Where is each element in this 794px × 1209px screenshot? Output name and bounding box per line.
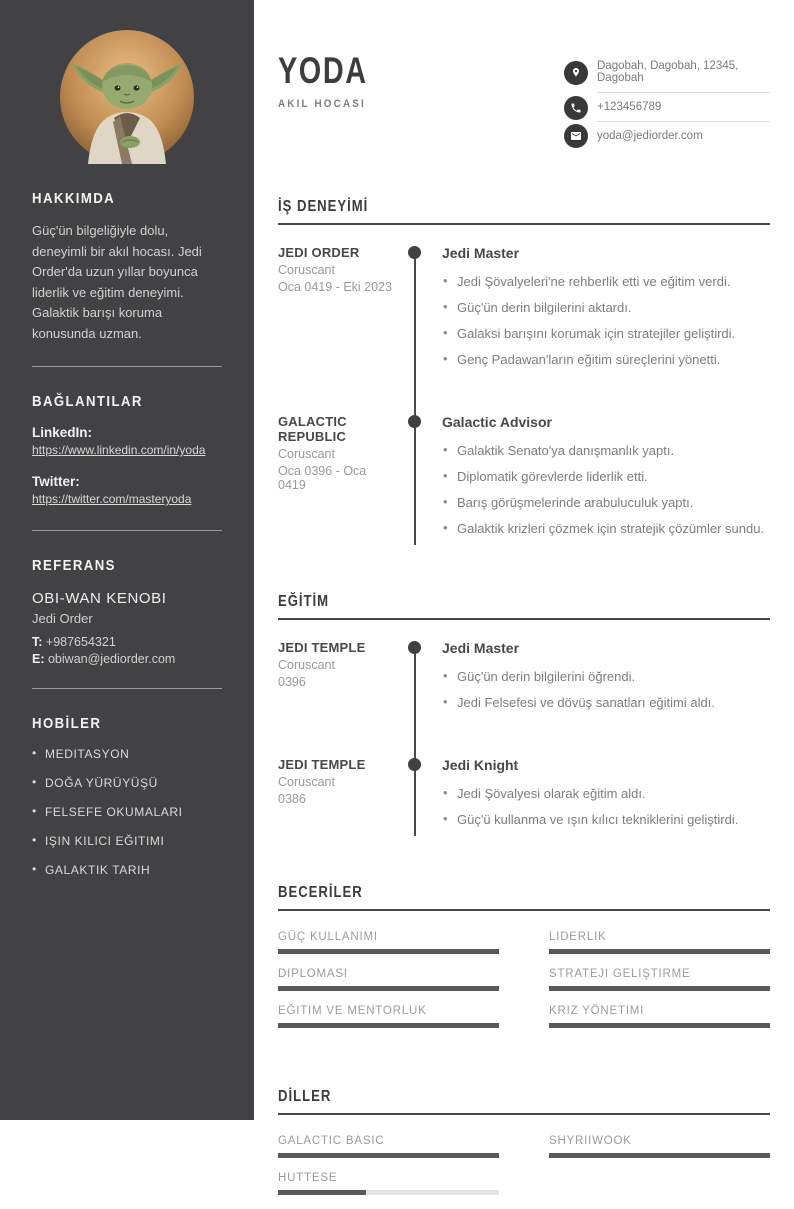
entry-bullet-list — [442, 669, 770, 710]
languages-section — [278, 1088, 770, 1209]
entry-org: JEDI TEMPLE — [278, 640, 366, 655]
bar-track — [278, 1190, 499, 1195]
location-pin-icon — [564, 61, 588, 85]
entry-bullet-list — [442, 443, 770, 536]
entry-body — [442, 414, 770, 547]
bullet-item: • Güç'ün derin bilgilerini öğrendi. — [442, 669, 770, 684]
bar-label: SHYRIIWOOK — [549, 1135, 632, 1147]
entry-org: GALACTIC REPUBLIC — [278, 414, 347, 444]
entry-meta — [278, 640, 400, 721]
bar-fill — [278, 949, 499, 954]
entry-body — [442, 757, 770, 838]
entry-location: Coruscant — [278, 658, 335, 672]
bar-item — [278, 931, 499, 954]
bar-track — [278, 986, 499, 991]
email-value: obiwan@jediorder.com — [47, 652, 176, 667]
contact-email-row — [564, 122, 770, 150]
person-name: YODA — [278, 50, 368, 91]
education-section — [278, 593, 770, 838]
bar-item — [549, 1135, 770, 1158]
bar-fill — [549, 986, 770, 991]
bar-track — [278, 1153, 499, 1158]
experience-heading: İŞ DENEYİMİ — [278, 198, 369, 215]
section-rule — [278, 223, 770, 225]
bar-fill — [549, 1153, 770, 1158]
sidebar-divider — [32, 688, 222, 689]
bar-item — [549, 931, 770, 954]
entry-body — [442, 245, 770, 378]
bar-label: HUTTESE — [278, 1172, 338, 1184]
bar-fill — [278, 1153, 499, 1158]
entry-dates: 0386 — [278, 792, 306, 806]
section-rule — [278, 618, 770, 620]
hobby-item: • FELSEFE OKUMALARI — [32, 805, 222, 819]
bar-label: GALACTIC BASIC — [278, 1135, 385, 1147]
education-entries — [278, 640, 770, 838]
bar-label: GÜÇ KULLANIMI — [278, 931, 378, 943]
entry-role: Jedi Master — [442, 640, 520, 656]
entry-meta — [278, 757, 400, 838]
contact-email: yoda@jediorder.com — [597, 130, 703, 142]
bullet-item: • Jedi Şövalyesi olarak eğitim aldı. — [442, 786, 770, 801]
sidebar-divider — [32, 366, 222, 367]
main-content — [254, 0, 794, 1184]
social-link-url[interactable]: https://www.linkedin.com/in/yoda — [32, 443, 206, 458]
social-link — [32, 474, 222, 508]
entry-org: JEDI ORDER — [278, 245, 360, 260]
reference-heading: REFERANS — [32, 557, 116, 575]
profile-photo — [60, 30, 194, 164]
skills-grid — [278, 931, 770, 1042]
entry-bullet-list — [442, 786, 770, 827]
bar-label: STRATEJI GELIŞTIRME — [549, 968, 691, 980]
bar-item — [278, 1005, 499, 1028]
entry-dates: Oca 0396 - Oca 0419 — [278, 464, 367, 492]
links-heading: BAĞLANTILAR — [32, 393, 143, 411]
bullet-item: • Galaktik Senato'ya danışmanlık yaptı. — [442, 443, 770, 458]
social-link-label: LinkedIn: — [32, 425, 92, 441]
bullet-item: • Güç'ü kullanma ve ışın kılıcı tekniklerini geliştirdi. — [442, 812, 770, 827]
timeline-entry — [278, 640, 770, 721]
skills-heading: BECERİLER — [278, 884, 363, 901]
entry-role: Jedi Knight — [442, 757, 519, 773]
hobby-item: • GALAKTIK TARIH — [32, 863, 222, 877]
entry-role: Jedi Master — [442, 245, 520, 261]
entry-bullet-list — [442, 274, 770, 367]
email-label: E: — [32, 652, 45, 667]
bar-label: LIDERLIK — [549, 931, 607, 943]
bullet-item: • Galaksi barışını korumak için stratejiler geliştirdi. — [442, 326, 770, 341]
bar-fill — [549, 949, 770, 954]
links-section — [32, 393, 222, 508]
bar-item — [278, 1135, 499, 1158]
bar-label: EĞITIM VE MENTORLUK — [278, 1005, 427, 1017]
languages-heading: DİLLER — [278, 1088, 332, 1105]
bar-item — [549, 968, 770, 991]
bullet-item: • Jedi Şövalyeleri'ne rehberlik etti ve eğitim verdi. — [442, 274, 770, 289]
bullet-item: • Güç'ün derin bilgilerini aktardı. — [442, 300, 770, 315]
contact-phone: +123456789 — [597, 93, 770, 122]
section-rule — [278, 1113, 770, 1115]
bar-fill — [278, 1023, 499, 1028]
reference-phone — [32, 635, 222, 649]
reference-name: OBI-WAN KENOBI — [32, 590, 167, 608]
bar-track — [549, 1153, 770, 1158]
bullet-item: • Jedi Felsefesi ve dövüş sanatları eğitimi aldı. — [442, 695, 770, 710]
reference-email — [32, 652, 222, 666]
entry-body — [442, 640, 770, 721]
bar-fill — [278, 986, 499, 991]
bullet-item: • Genç Padawan'ların eğitim süreçlerini yönetti. — [442, 352, 770, 367]
entry-location: Coruscant — [278, 447, 335, 461]
phone-label: T: — [32, 635, 43, 650]
contact-block — [564, 52, 770, 150]
bullet-item: • Diplomatik görevlerde liderlik etti. — [442, 469, 770, 484]
entry-location: Coruscant — [278, 775, 335, 789]
person-title: AKIL HOCASI — [278, 98, 366, 110]
social-link-url[interactable]: https://twitter.com/masteryoda — [32, 492, 192, 507]
entry-meta — [278, 245, 400, 378]
contact-location: Dagobah, Dagobah, 12345, Dagobah — [597, 52, 770, 93]
hobbies-section — [32, 715, 222, 877]
links-list — [32, 425, 222, 508]
contact-phone-row — [564, 93, 770, 122]
hobby-item: • DOĞA YÜRÜYÜŞÜ — [32, 776, 222, 790]
languages-grid — [278, 1135, 770, 1209]
about-section — [32, 190, 222, 344]
social-link-label: Twitter: — [32, 474, 80, 490]
section-rule — [278, 909, 770, 911]
timeline-entry — [278, 245, 770, 378]
reference-section — [32, 557, 222, 666]
hobby-item: • MEDITASYON — [32, 747, 222, 761]
bar-fill — [549, 1023, 770, 1028]
bar-fill — [278, 1190, 366, 1195]
social-link — [32, 425, 222, 459]
hobby-item: • IŞIN KILICI EĞITIMI — [32, 834, 222, 848]
yoda-portrait-illustration — [60, 30, 194, 164]
skills-section — [278, 884, 770, 1042]
bar-track — [549, 1023, 770, 1028]
header — [278, 52, 770, 150]
reference-org: Jedi Order — [32, 611, 93, 627]
bar-item — [278, 968, 499, 991]
about-heading: HAKKIMDA — [32, 190, 116, 207]
about-text: Güç'ün bilgeliğiyle dolu, deneyimli bir akıl hocası. Jedi Order'da uzun yıllar boyunca liderlik ve eğitim deneyimi. Galaktik barışı koruma konusunda uzman. — [32, 223, 202, 341]
timeline-entry — [278, 757, 770, 838]
name-block — [278, 52, 393, 110]
bullet-item: • Galaktik krizleri çözmek için stratejik çözümler sundu. — [442, 521, 770, 536]
hobbies-heading: HOBİLER — [32, 715, 102, 733]
envelope-icon — [564, 124, 588, 148]
contact-location-row — [564, 52, 770, 93]
bar-item — [278, 1172, 499, 1195]
hobbies-list — [32, 747, 222, 877]
entry-role: Galactic Advisor — [442, 414, 552, 430]
entry-meta — [278, 414, 400, 547]
bar-track — [549, 986, 770, 991]
education-heading: EĞİTİM — [278, 593, 330, 610]
phone-icon — [564, 96, 588, 120]
sidebar-divider — [32, 530, 222, 531]
experience-section — [278, 198, 770, 547]
bar-item — [549, 1005, 770, 1028]
bar-track — [278, 1023, 499, 1028]
sidebar — [0, 0, 254, 1120]
entry-dates: Oca 0419 - Eki 2023 — [278, 280, 392, 294]
bar-track — [278, 949, 499, 954]
experience-entries — [278, 245, 770, 547]
entry-dates: 0396 — [278, 675, 306, 689]
bar-label: DIPLOMASI — [278, 968, 348, 980]
bar-label: KRIZ YÖNETIMI — [549, 1005, 645, 1017]
timeline-entry — [278, 414, 770, 547]
bar-track — [549, 949, 770, 954]
bullet-item: • Barış görüşmelerinde arabuluculuk yaptı. — [442, 495, 770, 510]
entry-org: JEDI TEMPLE — [278, 757, 366, 772]
phone-value: +987654321 — [45, 635, 116, 650]
entry-location: Coruscant — [278, 263, 335, 277]
